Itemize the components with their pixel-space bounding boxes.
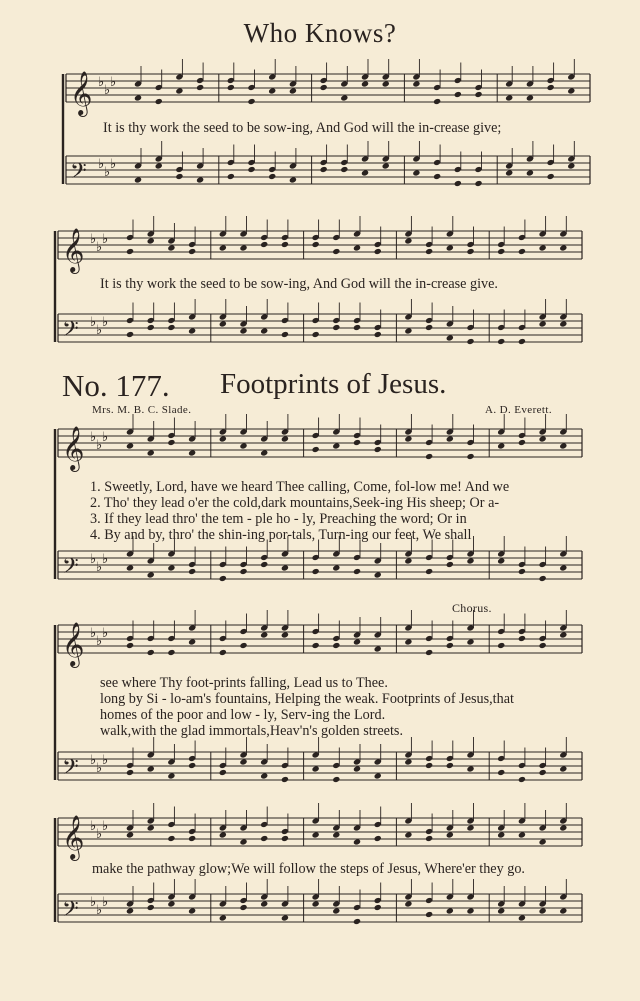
notehead [239,642,247,649]
notehead [567,87,575,94]
notehead [404,435,412,442]
notehead [260,835,268,842]
notehead [446,561,454,568]
notehead [374,904,382,911]
notehead [167,564,175,571]
notehead [446,907,454,914]
notehead [312,446,320,453]
notehead [126,642,134,649]
flat-icon: ♭ [102,315,109,330]
notehead [446,334,454,341]
notehead [260,241,268,248]
notehead [404,758,412,765]
notehead [425,248,433,255]
notehead [260,772,268,779]
hymn1-lyric-line-1: It is thy work the seed to be sow-ing, And God will the in-crease give; [103,120,502,136]
notehead [219,649,227,656]
notehead [281,435,289,442]
notehead [219,914,227,921]
verse-line-2a: 2. Tho' they lead o'er the cold,dark mountains,Seek-ing His sheep; Or a- [90,495,500,511]
flat-icon: ♭ [102,232,109,247]
notehead [361,169,369,176]
notehead [320,166,328,173]
flat-icon: ♭ [96,438,103,453]
notehead [425,568,433,575]
notehead [167,439,175,446]
notehead [332,564,340,571]
notehead [466,453,474,460]
notehead [404,237,412,244]
notehead [340,166,348,173]
flat-icon: ♭ [110,75,117,90]
notehead [559,244,567,251]
notehead [404,557,412,564]
notehead [539,320,547,327]
flat-icon: ♭ [96,827,103,842]
notehead [247,98,255,105]
flat-icon: ♭ [102,626,109,641]
notehead [268,173,276,180]
notehead [239,838,247,845]
notehead [239,568,247,575]
notehead [559,631,567,638]
lyricist-credit: Mrs. M. B. C. Slade. [92,404,192,416]
notehead [497,907,505,914]
notehead [539,642,547,649]
notehead [188,449,196,456]
notehead [466,248,474,255]
notehead [289,87,297,94]
chorus-label: Chorus. [452,601,492,615]
flat-icon: ♭ [102,819,109,834]
notehead [312,241,320,248]
notehead [526,94,534,101]
notehead [175,87,183,94]
notehead [147,904,155,911]
notehead [281,241,289,248]
notehead [497,248,505,255]
bass-clef-icon: 𝄢 [70,159,87,189]
verse-line-1b: see where Thy foot-prints falling, Lead us to Thee. [100,675,388,691]
notehead [219,575,227,582]
bass-clef-icon: 𝄢 [62,897,79,927]
notehead [497,442,505,449]
notehead [382,162,390,169]
notehead [361,80,369,87]
notehead [268,87,276,94]
notehead [289,176,297,183]
treble-clef-icon: 𝄞 [62,622,85,666]
notehead [518,439,526,446]
notehead [260,631,268,638]
notehead [196,84,204,91]
notehead [219,831,227,838]
flat-icon: ♭ [96,761,103,776]
notehead [539,907,547,914]
verse-line-4b: walk,with the glad immortals,Heav'n's golden streets. [100,723,403,739]
chorus-lyric-line: make the pathway glow;We will follow the steps of Jesus, Where'er they go. [92,861,525,877]
verse-line-3b: homes of the poor and low - ly, Serv-ing the Lord. [100,707,386,723]
notehead [518,338,526,345]
notehead [425,649,433,656]
notehead [497,642,505,649]
notehead [188,568,196,575]
notehead [147,324,155,331]
notehead [239,904,247,911]
notehead [539,435,547,442]
notehead [446,244,454,251]
notehead [497,338,505,345]
notehead [260,327,268,334]
notehead [404,831,412,838]
flat-icon: ♭ [96,903,103,918]
notehead [518,248,526,255]
flat-icon: ♭ [104,83,111,98]
notehead [332,442,340,449]
notehead [281,776,289,783]
notehead [147,571,155,578]
notehead [539,769,547,776]
notehead [196,176,204,183]
notehead [559,907,567,914]
notehead [260,561,268,568]
notehead [474,91,482,98]
notehead [412,169,420,176]
flat-icon: ♭ [90,232,97,247]
notehead [167,835,175,842]
notehead [518,776,526,783]
notehead [332,248,340,255]
bass-clef-icon: 𝄢 [62,554,79,584]
notehead [505,94,513,101]
notehead [353,439,361,446]
notehead [239,244,247,251]
notehead [155,98,163,105]
bass-clef-icon: 𝄢 [62,755,79,785]
notehead [454,180,462,187]
flat-icon: ♭ [102,895,109,910]
notehead [353,838,361,845]
notehead [433,173,441,180]
notehead [167,649,175,656]
notehead [353,638,361,645]
notehead [188,327,196,334]
notehead [567,162,575,169]
notehead [247,166,255,173]
treble-clef-icon: 𝄞 [62,228,85,272]
notehead [281,914,289,921]
notehead [167,324,175,331]
notehead [312,331,320,338]
flat-icon: ♭ [90,819,97,834]
notehead [433,98,441,105]
notehead [353,324,361,331]
notehead [466,338,474,345]
notehead [260,449,268,456]
notehead [188,835,196,842]
notehead [227,84,235,91]
notehead [147,765,155,772]
notehead [446,831,454,838]
notehead [219,769,227,776]
notehead [188,762,196,769]
treble-clef-icon: 𝄞 [70,71,93,115]
notehead [126,769,134,776]
notehead [167,244,175,251]
notehead [466,907,474,914]
notehead [239,758,247,765]
flat-icon: ♭ [90,753,97,768]
notehead [497,557,505,564]
notehead [126,564,134,571]
notehead [155,162,163,169]
notehead [188,248,196,255]
flat-icon: ♭ [96,323,103,338]
bass-clef-icon: 𝄢 [62,317,79,347]
flat-icon: ♭ [110,157,117,172]
notehead [126,831,134,838]
notehead [559,442,567,449]
notehead [526,169,534,176]
notehead [497,769,505,776]
flat-icon: ♭ [98,157,105,172]
notehead [320,84,328,91]
notehead [474,180,482,187]
notehead [374,248,382,255]
notehead [539,838,547,845]
notehead [547,173,555,180]
notehead [539,244,547,251]
flat-icon: ♭ [96,560,103,575]
notehead [353,765,361,772]
notehead [466,557,474,564]
notehead [559,320,567,327]
notehead [340,94,348,101]
notehead [126,907,134,914]
notehead [239,442,247,449]
hymn-title-who-knows: Who Knows? [243,18,397,48]
notehead [167,772,175,779]
notehead [332,324,340,331]
notehead [412,80,420,87]
notehead [425,911,433,918]
notehead [425,762,433,769]
notehead [518,831,526,838]
notehead [454,91,462,98]
verse-line-2b: long by Si - lo-am's fountains, Helping the weak. Footprints of Jesus,that [100,691,514,707]
notehead [219,244,227,251]
notehead [374,571,382,578]
verse-line-3a: 3. If they lead thro' the tem - ple ho - ly, Preaching the word; Or in [90,511,467,527]
notehead [518,568,526,575]
notehead [559,765,567,772]
notehead [559,564,567,571]
flat-icon: ♭ [96,634,103,649]
notehead [559,824,567,831]
notehead [497,831,505,838]
notehead [374,645,382,652]
flat-icon: ♭ [90,552,97,567]
notehead [175,173,183,180]
notehead [126,248,134,255]
notehead [374,331,382,338]
notehead [312,831,320,838]
flat-icon: ♭ [96,240,103,255]
notehead [518,635,526,642]
notehead [404,638,412,645]
notehead [126,442,134,449]
notehead [239,327,247,334]
notehead [281,331,289,338]
notehead [374,772,382,779]
notehead [446,642,454,649]
notehead [466,824,474,831]
notehead [353,244,361,251]
flat-icon: ♭ [98,75,105,90]
notehead [353,568,361,575]
notehead [466,765,474,772]
notehead [547,84,555,91]
verse-line-4a: 4. By and by, thro' the shin-ing por-tals, Turn-ing our feet, We shall [90,527,472,543]
notehead [188,907,196,914]
notehead [167,900,175,907]
notehead [332,907,340,914]
notehead [312,765,320,772]
verse-line-1a: 1. Sweetly, Lord, have we heard Thee calling, Come, fol-low me! And we [90,479,510,495]
notehead [518,914,526,921]
notehead [312,642,320,649]
notehead [260,900,268,907]
notehead [281,564,289,571]
notehead [219,320,227,327]
notehead [466,638,474,645]
notehead [219,435,227,442]
flat-icon: ♭ [90,626,97,641]
notehead [374,835,382,842]
flat-icon: ♭ [90,315,97,330]
flat-icon: ♭ [90,895,97,910]
notehead [134,176,142,183]
composer-credit: A. D. Everett. [485,404,552,416]
flat-icon: ♭ [102,552,109,567]
notehead [332,642,340,649]
notehead [425,453,433,460]
notehead [404,327,412,334]
notehead [332,776,340,783]
notehead [281,631,289,638]
hymn-title-footprints: Footprints of Jesus. [220,368,447,400]
notehead [312,568,320,575]
notehead [147,824,155,831]
notehead [147,449,155,456]
notehead [404,900,412,907]
hymn-number: No. 177. [62,368,170,403]
notehead [539,575,547,582]
notehead [147,237,155,244]
notehead [446,762,454,769]
notehead [425,324,433,331]
treble-clef-icon: 𝄞 [62,426,85,470]
notehead [505,169,513,176]
notehead [382,80,390,87]
notehead [227,173,235,180]
notehead [188,638,196,645]
notehead [147,649,155,656]
notehead [353,918,361,925]
notehead [374,446,382,453]
flat-icon: ♭ [90,430,97,445]
flat-icon: ♭ [102,753,109,768]
notehead [134,94,142,101]
notehead [425,835,433,842]
notehead [281,835,289,842]
notehead [332,831,340,838]
flat-icon: ♭ [104,165,111,180]
notehead [312,900,320,907]
hymn1-lyric-line-2: It is thy work the seed to be sow-ing, And God will the in-crease give. [100,276,498,292]
notehead [446,435,454,442]
treble-clef-icon: 𝄞 [62,815,85,859]
notehead [126,331,134,338]
flat-icon: ♭ [102,430,109,445]
